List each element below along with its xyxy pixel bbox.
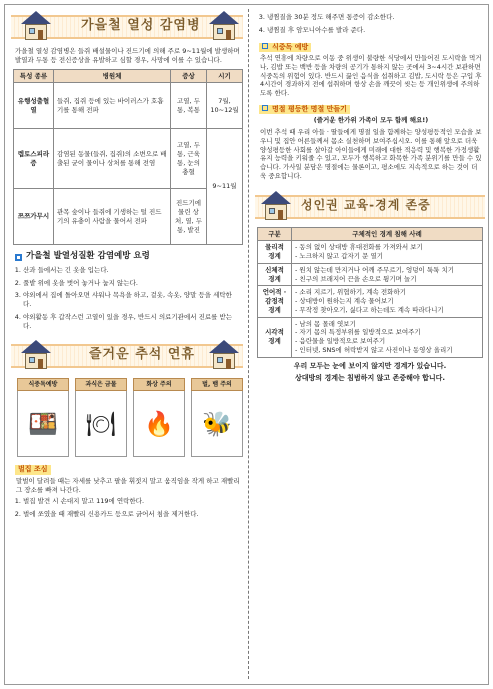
table-row [14, 129, 243, 189]
picture-card [133, 378, 185, 457]
chuseok-pictures [17, 378, 243, 457]
holiday-subtitle: (즐거운 한가위 가족이 모두 함께 해요!) [313, 116, 429, 125]
infection-title: 가을철 열성 감염병 [81, 18, 201, 33]
newsletter-page [4, 4, 489, 685]
bee-steps [23, 497, 239, 519]
bee-icon: 🐝 [191, 391, 243, 457]
boundary-table [257, 227, 483, 358]
table-header: 시기 [207, 69, 243, 83]
prevention-heading [15, 251, 243, 262]
infection-banner [11, 9, 243, 45]
list-item: - 음란물을 일방적으로 보여주기 [295, 337, 479, 346]
infection-table [13, 69, 243, 246]
rights-title: 성인권 교육-경계 존중 [301, 197, 431, 212]
pathogen-cell: 들쥐, 집쥐 등에 있는 바이러스가 호흡기를 통해 전파 [54, 83, 171, 129]
list-item: - 동의 없이 상대방 휴대전화를 가져와서 보기 [295, 243, 479, 252]
picture-card [191, 378, 243, 457]
picture-caption: 과식은 금물 [75, 378, 127, 391]
holiday-heading: 명절 평등한 명절 만들기 [259, 105, 350, 114]
list-item: - 인터넷, SNS에 허락받지 않고 사진이나 동영상 올리기 [295, 346, 479, 355]
list-item: - 무작정 찾아오기, 싫다고 하는데도 계속 따라다니기 [295, 306, 479, 315]
list-item: - 남의 몸 몰래 엿보기 [295, 320, 479, 329]
holiday-text: 이번 추석 때 우리 아들 · 딸들에게 명절 일을 함께하는 양성평등적인 모습을 보우니 및 집안 어른들께서 몸소 실천하며 보여주십시오. 이를 통해 앞으로 더욱 양성평등한 사회를 살아갈 아이들에게 미래에 대한 적응력 및 행복한 가정생활 유지 능력을 키워줄 수 있고, 모두가 행복하고 화목한 가족 분위기를 만들 수 있습니다. 가사일 분담은 명절에는 물론이고, 평소에도 지속적으로 하는 것이 더욱 중요합니다. [260, 128, 482, 180]
table-header: 특성 종류 [14, 69, 54, 83]
list-item: 4. 냉찜질 후 암모니아수를 발라 준다. [267, 26, 481, 35]
table-header: 병원체 [54, 69, 171, 83]
picture-card [75, 378, 127, 457]
house-icon [207, 338, 241, 370]
house-icon [207, 9, 241, 41]
house-icon [259, 189, 293, 221]
table-row [258, 263, 483, 286]
period-cell: 9~11월 [207, 129, 243, 245]
period-cell: 7월, 10~12월 [207, 83, 243, 129]
boundary-category: 언어적 · 감정적 경계 [258, 286, 292, 317]
disease-name: 유행성출혈열 [14, 83, 54, 129]
picture-caption: 벌, 뱀 주의 [191, 378, 243, 391]
list-item: - 소리 지르기, 위협하기, 계속 전화하기 [295, 288, 479, 297]
left-column [11, 5, 243, 523]
list-item: 3. 냉찜질을 30분 정도 해주면 통증이 감소한다. [267, 13, 481, 22]
chuseok-title: 즐거운 추석 연휴 [89, 347, 195, 363]
list-item: 1. 산과 들에서는 긴 옷을 입는다. [23, 266, 239, 275]
list-item: - 원치 않는데 만지거나 어깨 주무르기, 엉덩이 툭툭 치기 [295, 266, 479, 275]
rights-banner [255, 189, 485, 225]
food-heading: 식중독 예방 [259, 43, 311, 52]
square-bullet-icon [262, 43, 268, 49]
fire-icon: 🔥 [133, 391, 185, 457]
table-row [258, 317, 483, 357]
symptom-cell: 고열, 두통, 근육통, 눈의 충혈 [171, 129, 207, 189]
lunchbox-icon: 🍱 [17, 391, 69, 457]
square-bullet-icon [15, 254, 22, 261]
table-row [258, 286, 483, 317]
list-item: 1. 벌집 발견 시 손대지 말고 119에 연락한다. [23, 497, 239, 506]
plate-icon: 🍽 [75, 391, 127, 457]
closing-line-2: 상대방의 경계는 침범하지 않고 존중해야 합니다. [294, 374, 446, 383]
square-bullet-icon [262, 105, 268, 111]
prevention-title: 가을철 발열성질환 감염예방 요령 [26, 251, 150, 262]
symptom-cell: 고열, 두통, 복통 [171, 83, 207, 129]
boundary-category: 물리적 경계 [258, 241, 292, 264]
pathogen-cell: 관목 숲이나 들쥐에 기생하는 털 진드기의 유충이 사람을 물어서 전파 [54, 189, 171, 245]
list-item: 2. 벌에 쏘였을 때 재빨리 신용카드 등으로 긁어서 침을 제거한다. [23, 510, 239, 519]
table-header: 구체적인 경계 침해 사례 [292, 227, 483, 241]
food-text: 추석 연휴에 차량으로 이동 중 위생이 불량한 식당에서 만들어진 도시락을 먹거나, 김밥 또는 백반 등을 차량의 공기가 통하지 않는 곳에서 3~4시간 보관하면 식중독의 위험이 있다. 반드시 끓인 음식을 섭취하고 김밥, 도시락 등은 구입 후 4시간이 경과하지 전에 섭취하며 항상 손을 깨끗이 씻는 등 개인위생에 주의하도록 한다. [260, 53, 482, 98]
table-header: 구분 [258, 227, 292, 241]
list-item: 4. 야외활동 후 갑작스런 고열이 있을 경우, 반드시 의료기관에서 진료를 받는다. [23, 313, 239, 331]
right-column [255, 5, 485, 384]
disease-name: 렙토스피라증 [14, 129, 54, 189]
bee-text: 말벌이 달려들 때는 자세를 낮추고 팔을 휘젓지 말고 움직임을 작게 하고 재빨리 그 장소를 빠져 나간다. [16, 476, 240, 494]
infection-intro: 가을철 열성 감염병은 들쥐 배설물이나 진드기에 의해 주로 9~11월에 발생하며 발열과 두통 등 전신증상을 유발하고 심할 경우, 사망에 이를 수 있습니다. [15, 47, 240, 64]
list-item: 3. 야외에서 집에 돌아오면 샤워나 목욕을 하고, 겉옷, 속옷, 양말 등을 세탁한다. [23, 291, 239, 309]
table-row [14, 83, 243, 129]
table-header: 증상 [171, 69, 207, 83]
boundary-category: 신체적 경계 [258, 263, 292, 286]
prevention-list [23, 266, 239, 331]
symptom-cell: 진드기에 물린 상처, 열, 두통, 발진 [171, 189, 207, 245]
list-item: - 상대방이 원하는지 계속 물어보기 [295, 297, 479, 306]
chuseok-banner [11, 338, 243, 374]
picture-caption: 화상 주의 [133, 378, 185, 391]
disease-name: 쯔쯔가무시 [14, 189, 54, 245]
picture-card [17, 378, 69, 457]
column-divider [248, 9, 249, 679]
list-item: - 자기 몸의 특정부위를 일방적으로 보여주기 [295, 328, 479, 337]
list-item: 2. 풀밭 위에 옷을 벗어 놓거나 눕지 않는다. [23, 279, 239, 288]
table-row [258, 241, 483, 264]
list-item: - 노크하지 않고 갑자기 문 열기 [295, 252, 479, 261]
pathogen-cell: 감염된 동물(들쥐, 집쥐)의 소변으로 배출된 균이 물이나 상처를 통해 전염 [54, 129, 171, 189]
boundary-category: 시각적 경계 [258, 317, 292, 357]
picture-caption: 식중독예방 [17, 378, 69, 391]
closing-line-1: 우리 모두는 눈에 보이지 않지만 경계가 있습니다. [293, 361, 447, 370]
bee-steps-continued [267, 13, 481, 35]
house-icon [19, 338, 53, 370]
list-item: - 친구의 브래지어 끈을 손으로 튕기며 놀기 [295, 275, 479, 284]
house-icon [19, 9, 53, 41]
bee-heading: 벌집 조심 [15, 465, 51, 474]
